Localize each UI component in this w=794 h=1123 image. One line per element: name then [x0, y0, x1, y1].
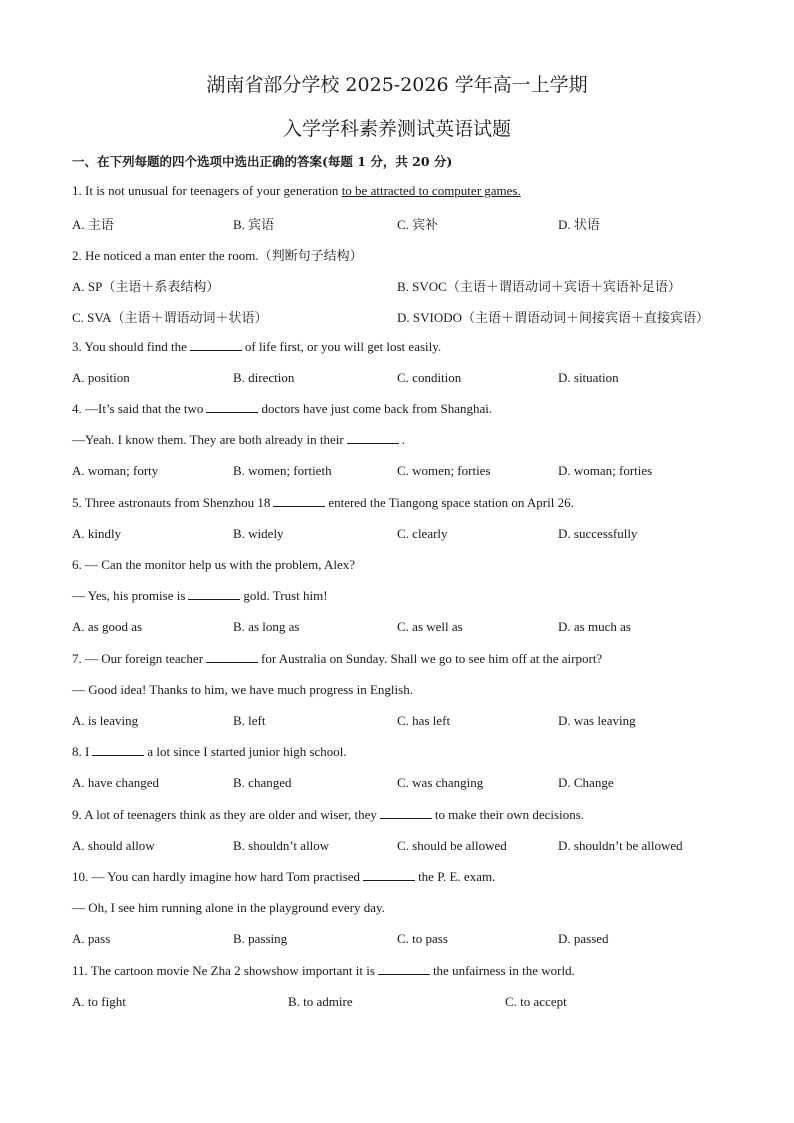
- q10-option-d[interactable]: D. passed: [558, 931, 609, 946]
- q1-option-b[interactable]: B. 宾语: [233, 217, 275, 232]
- question-5-pre: 5. Three astronauts from Shenzhou 18: [72, 495, 271, 510]
- q7-option-b[interactable]: B. left: [233, 713, 266, 728]
- answer-blank[interactable]: [378, 964, 430, 975]
- answer-blank[interactable]: [206, 402, 258, 413]
- q11-option-b[interactable]: B. to admire: [288, 994, 353, 1009]
- question-6-reply-pre: — Yes, his promise is: [72, 588, 186, 603]
- answer-blank[interactable]: [92, 745, 144, 756]
- question-8: [72, 744, 347, 760]
- q7-option-a[interactable]: A. is leaving: [72, 713, 139, 728]
- question-8-pre: 8. I: [72, 744, 90, 759]
- question-2: 2. He noticed a man enter the room.（判断句子结构）: [72, 248, 363, 263]
- q2-option-b[interactable]: B. SVOC（主语＋谓语动词＋宾语＋宾语补足语）: [397, 279, 681, 294]
- q9-option-b[interactable]: B. shouldn’t allow: [233, 838, 330, 853]
- q11-option-a[interactable]: A. to fight: [72, 994, 126, 1009]
- question-9: [72, 807, 584, 823]
- answer-blank[interactable]: [188, 589, 240, 600]
- q9-option-c[interactable]: C. should be allowed: [397, 838, 507, 853]
- question-5: [72, 495, 574, 511]
- answer-blank[interactable]: [347, 433, 399, 444]
- question-10-pre: 10. — You can hardly imagine how hard Tom practised: [72, 869, 361, 884]
- q6-option-c[interactable]: C. as well as: [397, 619, 463, 634]
- q5-option-c[interactable]: C. clearly: [397, 526, 448, 541]
- q6-option-a[interactable]: A. as good as: [72, 619, 143, 634]
- q7-option-d[interactable]: D. was leaving: [558, 713, 636, 728]
- q1-option-c[interactable]: C. 宾补: [397, 217, 439, 232]
- question-8-post: a lot since I started junior high school.: [147, 744, 347, 759]
- answer-blank[interactable]: [363, 870, 415, 881]
- question-9-post: to make their own decisions.: [434, 807, 584, 822]
- q10-option-a[interactable]: A. pass: [72, 931, 111, 946]
- q4-option-d[interactable]: D. woman; forties: [558, 463, 653, 478]
- question-4-post: doctors have just come back from Shanghai.: [261, 401, 493, 416]
- question-3: [72, 339, 441, 355]
- question-4: [72, 401, 492, 417]
- question-7-post: for Australia on Sunday. Shall we go to see him off at the airport?: [261, 651, 603, 666]
- q9-option-a[interactable]: A. should allow: [72, 838, 155, 853]
- question-10-post: the P. E. exam.: [418, 869, 496, 884]
- question-9-pre: 9. A lot of teenagers think as they are older and wiser, they: [72, 807, 377, 822]
- question-4-reply-pre: —Yeah. I know them. They are both already in their: [72, 432, 344, 447]
- q3-option-c[interactable]: C. condition: [397, 370, 462, 385]
- q7-option-c[interactable]: C. has left: [397, 713, 451, 728]
- q2-option-c[interactable]: C. SVA（主语＋谓语动词＋状语）: [72, 310, 268, 325]
- question-6-reply-post: gold. Trust him!: [243, 588, 328, 603]
- question-4-pre: 4. —It’s said that the two: [72, 401, 204, 416]
- q10-option-b[interactable]: B. passing: [233, 931, 288, 946]
- q4-option-c[interactable]: C. women; forties: [397, 463, 491, 478]
- q3-option-d[interactable]: D. situation: [558, 370, 619, 385]
- exam-title-line2: 入学学科素养测试英语试题: [282, 118, 511, 140]
- q3-option-b[interactable]: B. direction: [233, 370, 295, 385]
- question-7-reply: — Good idea! Thanks to him, we have much progress in English.: [72, 682, 413, 697]
- q6-option-d[interactable]: D. as much as: [558, 619, 631, 634]
- answer-blank[interactable]: [273, 496, 325, 507]
- q11-option-c[interactable]: C. to accept: [505, 994, 567, 1009]
- question-10-reply: — Oh, I see him running alone in the playground every day.: [72, 900, 385, 915]
- q8-option-a[interactable]: A. have changed: [72, 775, 159, 790]
- q3-option-a[interactable]: A. position: [72, 370, 130, 385]
- q2-option-a[interactable]: A. SP（主语＋系表结构）: [72, 279, 220, 294]
- answer-blank[interactable]: [206, 652, 258, 663]
- q5-option-b[interactable]: B. widely: [233, 526, 284, 541]
- question-1-underlined: to be attracted to computer games.: [341, 183, 521, 198]
- exam-title-line1: 湖南省部分学校 2025-2026 学年高一上学期: [206, 74, 588, 96]
- q4-option-a[interactable]: A. woman; forty: [72, 463, 159, 478]
- question-1: [72, 183, 521, 199]
- question-11-pre: 11. The cartoon movie Ne Zha 2 showshow important it is: [72, 963, 375, 978]
- q1-option-d[interactable]: D. 状语: [558, 217, 600, 232]
- section-heading: 一、在下列每题的四个选项中选出正确的答案(每题 1 分，共 20 分): [72, 154, 453, 169]
- answer-blank[interactable]: [380, 808, 432, 819]
- question-11-post: the unfairness in the world.: [432, 963, 575, 978]
- question-3-post: of life first, or you will get lost easily.: [244, 339, 442, 354]
- question-11: [72, 963, 575, 979]
- q6-option-b[interactable]: B. as long as: [233, 619, 300, 634]
- question-7-pre: 7. — Our foreign teacher: [72, 651, 204, 666]
- question-1-text: 1. It is not unusual for teenagers of your generation: [72, 183, 342, 198]
- q10-option-c[interactable]: C. to pass: [397, 931, 448, 946]
- q8-option-c[interactable]: C. was changing: [397, 775, 484, 790]
- q5-option-a[interactable]: A. kindly: [72, 526, 122, 541]
- q2-option-d[interactable]: D. SVIODO（主语＋谓语动词＋间接宾语＋直接宾语）: [397, 310, 710, 325]
- question-10: [72, 869, 495, 885]
- question-3-pre: 3. You should find the: [72, 339, 187, 354]
- q8-option-d[interactable]: D. Change: [558, 775, 614, 790]
- q1-option-a[interactable]: A. 主语: [72, 217, 114, 232]
- answer-blank[interactable]: [190, 340, 242, 351]
- q8-option-b[interactable]: B. changed: [233, 775, 292, 790]
- question-4-reply: [72, 432, 405, 448]
- question-4-reply-post: .: [401, 432, 405, 447]
- question-6-reply: [72, 588, 328, 604]
- question-7: [72, 651, 602, 667]
- q5-option-d[interactable]: D. successfully: [558, 526, 638, 541]
- q4-option-b[interactable]: B. women; fortieth: [233, 463, 332, 478]
- question-5-post: entered the Tiangong space station on April 26.: [328, 495, 574, 510]
- q9-option-d[interactable]: D. shouldn’t be allowed: [558, 838, 683, 853]
- question-6: 6. — Can the monitor help us with the problem, Alex?: [72, 557, 356, 572]
